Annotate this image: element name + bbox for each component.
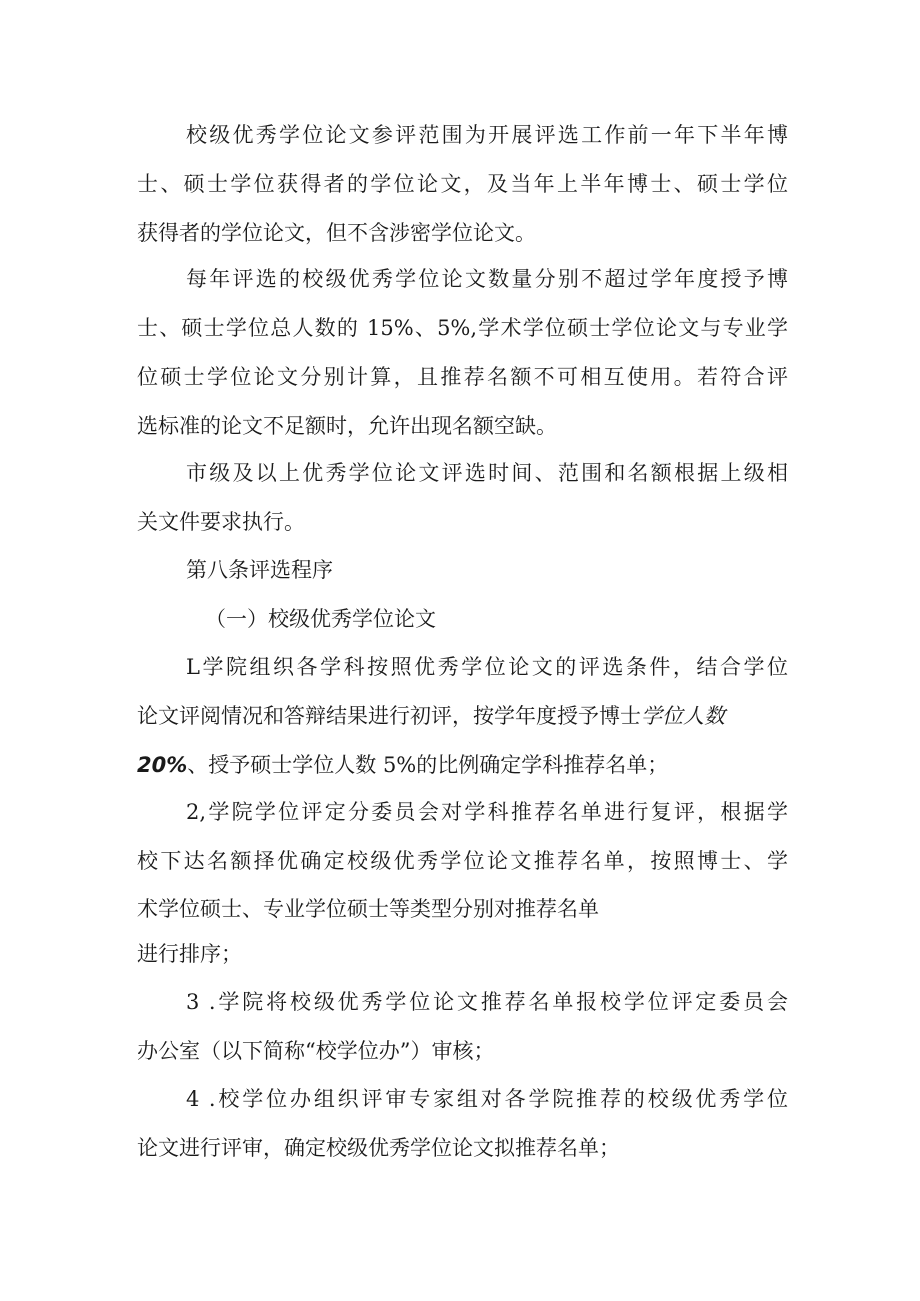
paragraph-line: 士、硕士学位总人数的 15%、5%,学术学位硕士学位论文与专业学 [137,316,788,340]
paragraph-line-mixed [137,701,788,731]
paragraph-line: 选标准的论文不足额时，允许出现名额空缺。 [137,414,557,438]
paragraph-line: 3 .学院将校级优秀学位论文推荐名单报校学位评定委员会 [186,990,788,1014]
paragraph-line: 校级优秀学位论文参评范围为开展评选工作前一年下半年博 [186,123,788,147]
paragraph-text: 论文评阅情况和答辩结果进行初评，按学年度授予博士 [137,704,641,728]
paragraph-line: 获得者的学位论文，但不含涉密学位论文。 [137,221,536,245]
paragraph-line: 2,学院学位评定分委员会对学科推荐名单进行复评，根据学 [186,800,788,824]
paragraph-line: 术学位硕士、专业学位硕士等类型分别对推荐名单 [137,897,599,921]
subsection-heading: （一）校级优秀学位论文 [205,607,436,631]
paragraph-line: 市级及以上优秀学位论文评选时间、范围和名额根据上级相 [186,461,788,485]
paragraph-line: 办公室（以下简称“校学位办”）审核； [137,1039,495,1063]
italic-text: 学位人数 [641,704,725,728]
paragraph-line: 每年评选的校级优秀学位论文数量分别不超过学年度授予博 [186,267,788,291]
paragraph-line: 关文件要求执行。 [137,510,305,534]
paragraph-line: 位硕士学位论文分别计算，且推荐名额不可相互使用。若符合评 [137,365,788,389]
section-heading: 第八条评选程序 [186,558,333,582]
paragraph-text: 、授予硕士学位人数 5%的比例确定学科推荐名单； [187,753,669,777]
paragraph-line-mixed [137,750,668,780]
paragraph-line: 进行排序； [137,942,242,966]
paragraph-line: 校下达名额择优确定校级优秀学位论文推荐名单，按照博士、学 [137,849,788,873]
paragraph-line: 论文进行评审，确定校级优秀学位论文拟推荐名单； [137,1136,620,1160]
paragraph-line: 4 .校学位办组织评审专家组对各学院推荐的校级优秀学位 [186,1087,788,1111]
bold-italic-text: 20% [137,753,188,777]
paragraph-line: 士、硕士学位获得者的学位论文，及当年上半年博士、硕士学位 [137,172,788,196]
paragraph-line: L学院组织各学科按照优秀学位论文的评选条件，结合学位 [186,655,788,679]
